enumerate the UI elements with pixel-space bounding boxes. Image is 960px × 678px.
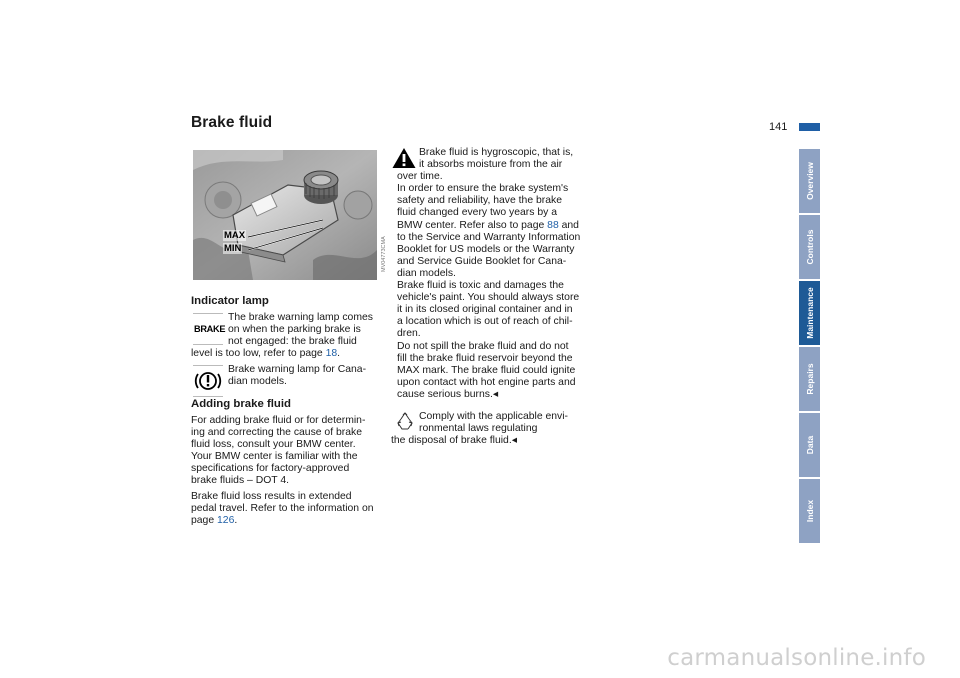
adding-line: brake fluids – DOT 4. [191,475,289,487]
adding-line: specifications for factory-approved [191,463,350,475]
environment-line: the disposal of brake fluid.◂ [391,435,517,447]
page-link-88[interactable]: 88 [547,219,559,231]
reservoir-figure [193,150,377,280]
warning-line: In order to ensure the brake system's [397,183,569,195]
tab-index[interactable]: Index [799,479,820,543]
page-number-bar [799,123,820,131]
tab-data[interactable]: Data [799,413,820,477]
warning-line: safety and reliability, have the brake [397,195,562,207]
tab-overview[interactable]: Overview [799,149,820,213]
warning-line: it absorbs moisture from the air [419,159,563,171]
max-label: MAX [224,230,246,241]
warning-paragraph [397,147,592,401]
tab-repairs[interactable]: Repairs [799,347,820,411]
indicator-line: The brake warning lamp comes [228,312,373,323]
indicator-heading: Indicator lamp [191,295,269,307]
warning-line: upon contact with hot engine parts and [397,376,576,388]
figure-code: MV04773CMA [381,236,387,272]
canada-lamp-box [193,365,223,397]
warning-line: dian models. [397,267,456,279]
indicator-line: level is too low, refer to page 18. [191,348,341,360]
page-number: 141 [769,121,788,133]
warning-line: cause serious burns.◂ [397,388,499,400]
indicator-line: not engaged: the brake fluid [228,336,357,348]
environment-line: ronmental laws regulating [419,423,538,435]
warning-line: over time. [397,171,443,183]
canada-brake-warning-icon [193,367,223,395]
warning-line: and Service Guide Booklet for Cana- [397,255,567,267]
warning-line: fluid changed every two years by a [397,207,557,219]
adding-line: Your BMW center is familiar with the [191,451,358,463]
warning-line: MAX mark. The brake fluid could ignite [397,364,576,376]
adding-line: page 126. [191,515,238,527]
warning-line: vehicle's paint. You should always store [397,292,580,304]
page-link-18[interactable]: 18 [325,348,338,360]
canada-line: Brake warning lamp for Cana- [228,364,367,375]
warning-line: Brake fluid is hygroscopic, that is, [419,147,574,158]
canada-paragraph [228,364,366,388]
warning-line: fill the brake fluid reservoir beyond the [397,352,573,364]
environment-line: Comply with the applicable envi- [419,411,569,422]
adding-paragraph-1 [191,415,365,488]
warning-line: it in its closed original container and in [397,304,573,316]
indicator-line: on when the parking brake is [228,324,361,336]
page-link-126[interactable]: 126 [217,515,235,527]
adding-heading: Adding brake fluid [191,398,291,410]
watermark: carmanualsonline.info [667,645,926,671]
warning-line: Do not spill the brake fluid and do not [397,340,569,352]
warning-line: Booklet for US models or the Warranty [397,243,575,255]
environment-paragraph [391,411,592,447]
warning-line: to the Service and Warranty Information [397,231,581,243]
adding-line: pedal travel. Refer to the information on [191,503,374,515]
warning-line: BMW center. Refer also to page 88 and [397,219,579,231]
canada-line: dian models. [228,376,287,388]
min-label: MIN [224,243,242,254]
adding-line: Brake fluid loss results in extended [191,491,352,502]
adding-line: For adding brake fluid or for determin- [191,415,366,426]
tab-controls[interactable]: Controls [799,215,820,279]
tab-maintenance[interactable]: Maintenance [799,281,820,345]
page-title: Brake fluid [191,114,273,131]
adding-line: fluid loss, consult your BMW center. [191,439,356,451]
warning-line: Brake fluid is toxic and damages the [397,280,564,292]
indicator-paragraph [191,312,386,360]
brake-warning-icon: BRAKE [194,324,226,334]
adding-line: ing and correcting the cause of brake [191,427,362,439]
warning-line: a location which is out of reach of chil- [397,316,573,328]
warning-line: dren. [397,328,421,340]
adding-paragraph-2 [191,491,374,527]
